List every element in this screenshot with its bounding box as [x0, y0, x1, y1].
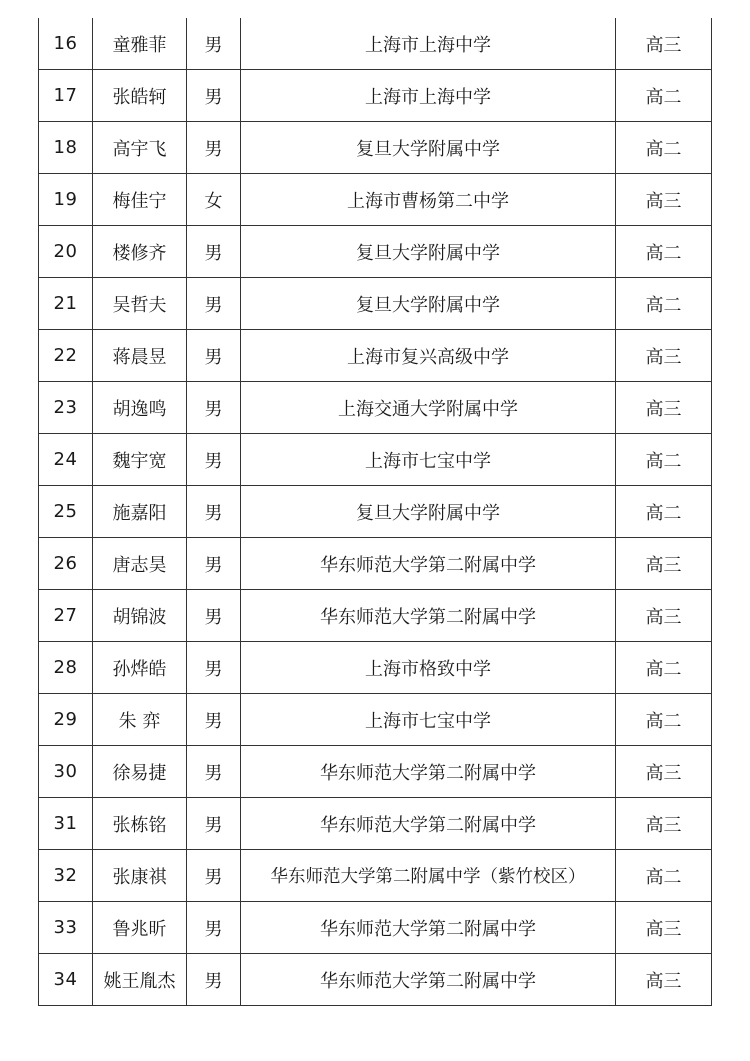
student-gender: 男	[187, 642, 241, 694]
table-row	[39, 70, 712, 122]
student-school: 复旦大学附属中学	[241, 226, 616, 278]
table-row	[39, 174, 712, 226]
student-name: 吴哲夫	[93, 278, 187, 330]
student-grade: 高二	[616, 850, 712, 902]
table-row	[39, 590, 712, 642]
student-name: 姚王胤杰	[93, 954, 187, 1006]
student-school: 华东师范大学第二附属中学	[241, 798, 616, 850]
student-name: 张栋铭	[93, 798, 187, 850]
student-name: 鲁兆昕	[93, 902, 187, 954]
student-school: 复旦大学附属中学	[241, 486, 616, 538]
student-school: 上海市复兴高级中学	[241, 330, 616, 382]
student-gender: 男	[187, 538, 241, 590]
student-roster-table	[38, 18, 712, 1006]
student-grade: 高三	[616, 538, 712, 590]
row-number: 20	[39, 226, 93, 278]
student-grade: 高二	[616, 694, 712, 746]
student-gender: 男	[187, 382, 241, 434]
student-gender: 男	[187, 278, 241, 330]
table-row	[39, 954, 712, 1006]
student-name: 胡锦波	[93, 590, 187, 642]
row-number: 19	[39, 174, 93, 226]
student-grade: 高三	[616, 174, 712, 226]
student-grade: 高三	[616, 902, 712, 954]
table-row	[39, 278, 712, 330]
row-number: 22	[39, 330, 93, 382]
row-number: 33	[39, 902, 93, 954]
student-school: 上海市上海中学	[241, 18, 616, 70]
student-name: 蒋晨昱	[93, 330, 187, 382]
row-number: 18	[39, 122, 93, 174]
student-name: 张康祺	[93, 850, 187, 902]
student-name: 胡逸鸣	[93, 382, 187, 434]
student-name: 梅佳宁	[93, 174, 187, 226]
student-name: 徐易捷	[93, 746, 187, 798]
student-school: 上海市上海中学	[241, 70, 616, 122]
student-gender: 男	[187, 434, 241, 486]
student-school: 华东师范大学第二附属中学	[241, 954, 616, 1006]
student-school: 华东师范大学第二附属中学	[241, 538, 616, 590]
student-grade: 高三	[616, 330, 712, 382]
student-gender: 男	[187, 226, 241, 278]
student-name: 楼修齐	[93, 226, 187, 278]
table-row	[39, 486, 712, 538]
row-number: 29	[39, 694, 93, 746]
row-number: 26	[39, 538, 93, 590]
student-school: 上海市七宝中学	[241, 694, 616, 746]
student-gender: 男	[187, 70, 241, 122]
student-grade: 高二	[616, 642, 712, 694]
student-gender: 男	[187, 694, 241, 746]
row-number: 27	[39, 590, 93, 642]
row-number: 34	[39, 954, 93, 1006]
student-name: 孙烨皓	[93, 642, 187, 694]
student-school: 复旦大学附属中学	[241, 122, 616, 174]
student-school: 华东师范大学第二附属中学	[241, 590, 616, 642]
student-gender: 男	[187, 122, 241, 174]
row-number: 32	[39, 850, 93, 902]
student-gender: 男	[187, 902, 241, 954]
table-row	[39, 330, 712, 382]
table-row	[39, 122, 712, 174]
student-name: 施嘉阳	[93, 486, 187, 538]
table-row	[39, 538, 712, 590]
student-gender: 男	[187, 746, 241, 798]
table-row	[39, 382, 712, 434]
student-grade: 高二	[616, 278, 712, 330]
student-school: 华东师范大学第二附属中学	[241, 902, 616, 954]
student-gender: 男	[187, 798, 241, 850]
table-row	[39, 798, 712, 850]
student-school: 华东师范大学第二附属中学	[241, 746, 616, 798]
student-gender: 男	[187, 330, 241, 382]
row-number: 17	[39, 70, 93, 122]
table-row	[39, 226, 712, 278]
student-grade: 高三	[616, 18, 712, 70]
table-row	[39, 18, 712, 70]
row-number: 23	[39, 382, 93, 434]
row-number: 24	[39, 434, 93, 486]
student-school: 上海市曹杨第二中学	[241, 174, 616, 226]
student-grade: 高三	[616, 798, 712, 850]
student-name: 张皓轲	[93, 70, 187, 122]
student-school: 华东师范大学第二附属中学（紫竹校区）	[241, 850, 616, 902]
row-number: 25	[39, 486, 93, 538]
student-grade: 高三	[616, 382, 712, 434]
student-school: 复旦大学附属中学	[241, 278, 616, 330]
student-gender: 男	[187, 954, 241, 1006]
student-school: 上海交通大学附属中学	[241, 382, 616, 434]
row-number: 31	[39, 798, 93, 850]
student-name: 朱 弈	[93, 694, 187, 746]
student-grade: 高三	[616, 746, 712, 798]
row-number: 30	[39, 746, 93, 798]
student-gender: 男	[187, 486, 241, 538]
student-name: 唐志昊	[93, 538, 187, 590]
table-row	[39, 642, 712, 694]
student-gender: 女	[187, 174, 241, 226]
student-grade: 高二	[616, 122, 712, 174]
table-row	[39, 746, 712, 798]
table-row	[39, 694, 712, 746]
student-gender: 男	[187, 850, 241, 902]
student-grade: 高二	[616, 70, 712, 122]
student-school: 上海市七宝中学	[241, 434, 616, 486]
student-gender: 男	[187, 590, 241, 642]
table-row	[39, 902, 712, 954]
table-row	[39, 434, 712, 486]
student-grade: 高三	[616, 590, 712, 642]
student-grade: 高二	[616, 226, 712, 278]
row-number: 21	[39, 278, 93, 330]
student-gender: 男	[187, 18, 241, 70]
student-grade: 高三	[616, 954, 712, 1006]
row-number: 28	[39, 642, 93, 694]
student-grade: 高二	[616, 434, 712, 486]
student-grade: 高二	[616, 486, 712, 538]
student-name: 魏宇宽	[93, 434, 187, 486]
student-school: 上海市格致中学	[241, 642, 616, 694]
roster-body	[39, 18, 712, 1006]
student-name: 高宇飞	[93, 122, 187, 174]
row-number: 16	[39, 18, 93, 70]
table-row	[39, 850, 712, 902]
student-name: 童雅菲	[93, 18, 187, 70]
